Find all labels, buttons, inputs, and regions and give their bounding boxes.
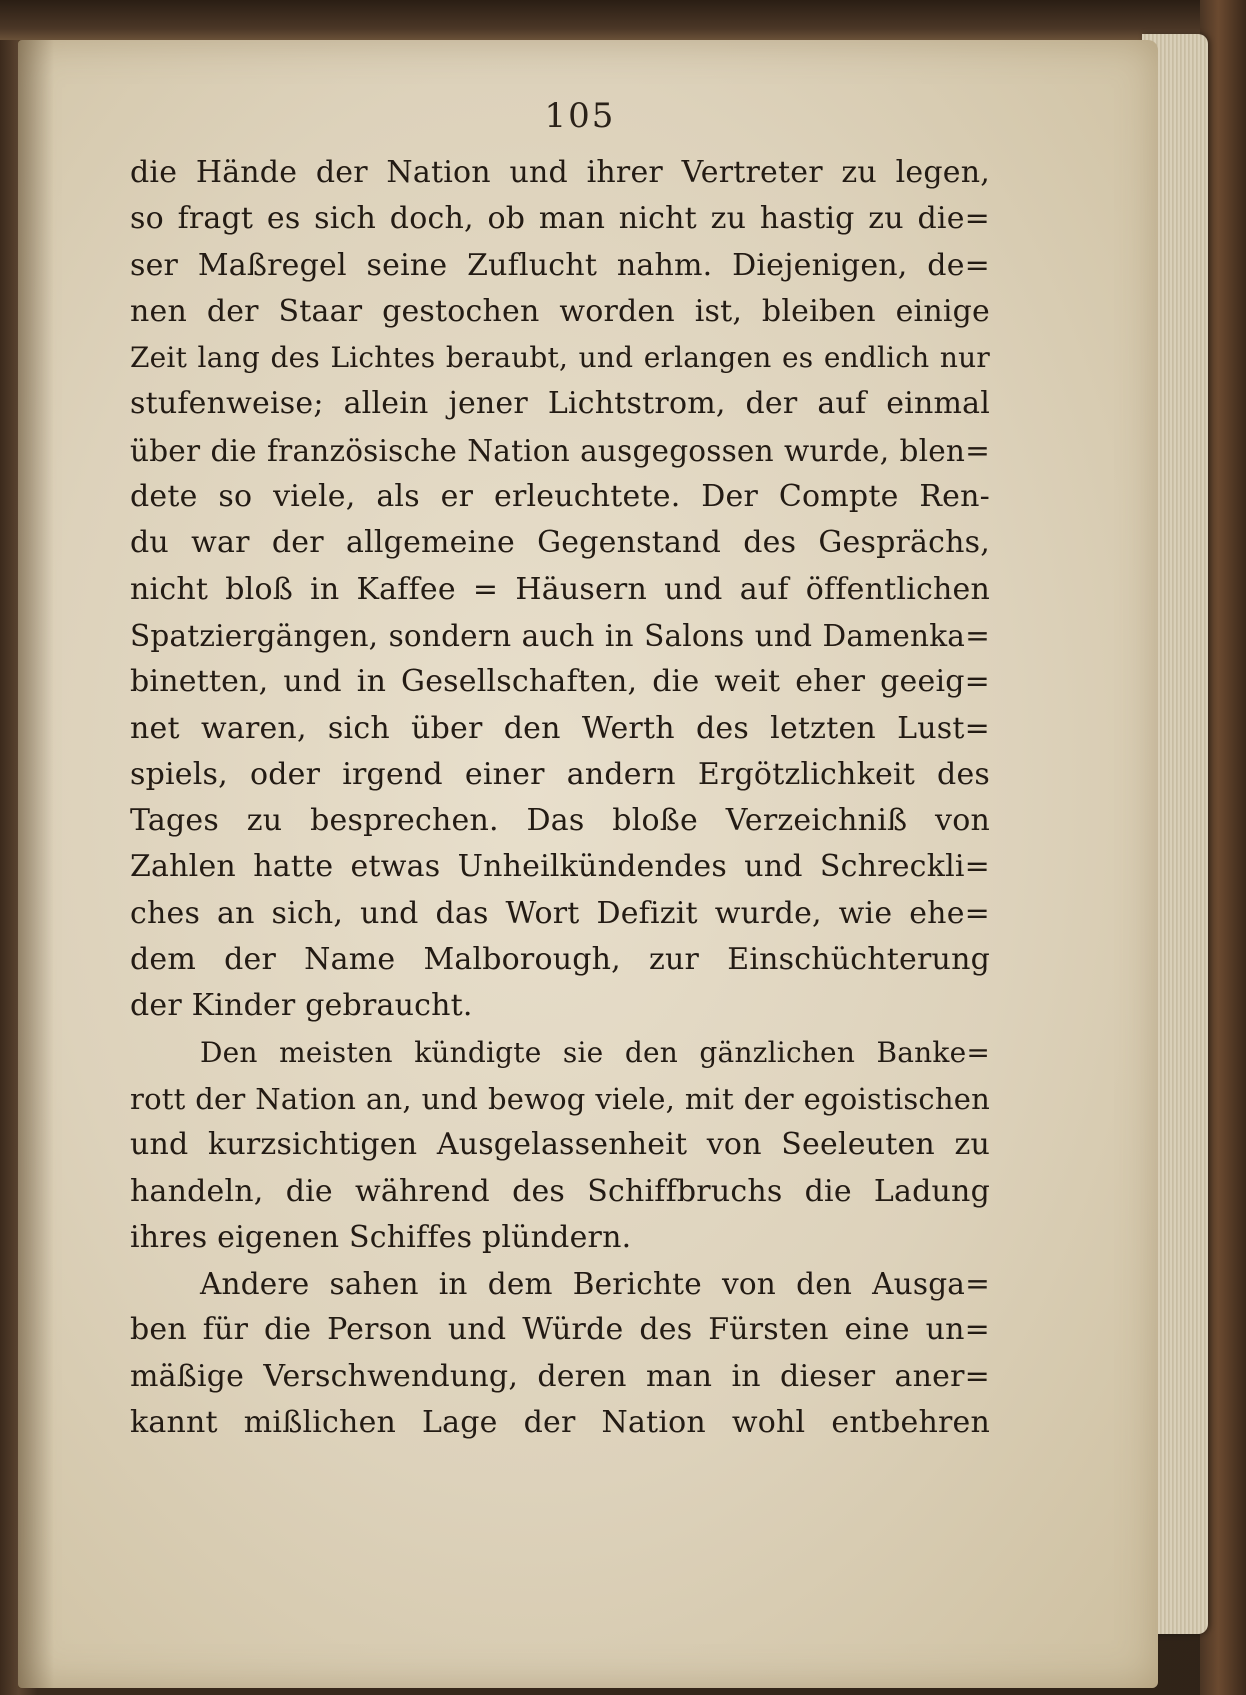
text-line: mäßige Verschwendung, deren man in dieser aner=	[130, 1358, 990, 1394]
text-line: ihres eigenen Schiffes plündern.	[130, 1219, 632, 1255]
text-line: net waren, sich über den Werth des letzten Lust=	[130, 710, 990, 746]
text-line: rott der Nation an, und bewog viele, mit der egoistischen	[130, 1081, 990, 1116]
text-line: dete so viele, als er erleuchtete. Der Compte Ren-	[130, 479, 990, 515]
text-line: Zahlen hatte etwas Unheilkündendes und Schreckli=	[130, 849, 990, 885]
page-gutter-shadow	[18, 40, 54, 1688]
text-line: so fragt es sich doch, ob man nicht zu hastig zu die=	[130, 201, 990, 237]
text-line: Tages zu besprechen. Das bloße Verzeichniß von	[130, 803, 990, 839]
text-line: und kurzsichtigen Ausgelassenheit von Seeleuten zu	[130, 1127, 990, 1163]
text-line: über die französische Nation ausgegossen wurde, blen=	[130, 433, 990, 468]
text-line: Den meisten kündigte sie den gänzlichen Banke=	[200, 1035, 990, 1069]
text-line: Zeit lang des Lichtes beraubt, und erlangen es endlich nur	[130, 341, 990, 375]
text-line: binetten, und in Gesellschaften, die weit eher geeig=	[130, 664, 990, 700]
text-line: die Hände der Nation und ihrer Vertreter zu legen,	[130, 155, 990, 190]
text-line: der Kinder gebraucht.	[130, 988, 473, 1024]
text-line: ser Maßregel seine Zuflucht nahm. Diejenigen, de=	[130, 247, 990, 283]
text-line: ben für die Person und Würde des Fürsten eine un=	[130, 1312, 990, 1348]
text-line: nen der Staar gestochen worden ist, bleiben einige	[130, 293, 990, 329]
text-line: ches an sich, und das Wort Defizit wurde, wie ehe=	[130, 895, 990, 931]
book-cover-top	[0, 0, 1246, 40]
text-line: kannt mißlichen Lage der Nation wohl entbehren	[130, 1405, 990, 1441]
text-line: stufenweise; allein jener Lichtstrom, der auf einmal	[130, 386, 990, 422]
text-line: Andere sahen in dem Berichte von den Ausga=	[200, 1267, 990, 1302]
text-line: dem der Name Malborough, zur Einschüchterung	[130, 942, 990, 978]
page-number: 105	[544, 96, 616, 136]
page-text-block	[130, 150, 990, 1446]
text-line: Spatziergängen, sondern auch in Salons und Damenka=	[130, 618, 990, 653]
text-line: spiels, oder irgend einer andern Ergötzlichkeit des	[130, 756, 990, 792]
text-line: du war der allgemeine Gegenstand des Gesprächs,	[130, 525, 990, 561]
text-line: nicht bloß in Kaffee = Häusern und auf öffentlichen	[130, 571, 990, 607]
text-line: handeln, die während des Schiffbruchs die Ladung	[130, 1173, 990, 1209]
